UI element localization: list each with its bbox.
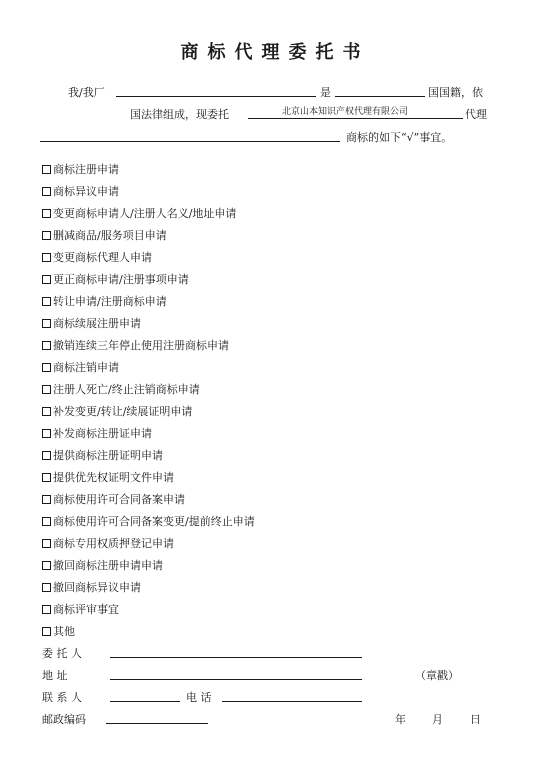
option-item[interactable]: 商标注销申请 (42, 359, 119, 375)
checkbox[interactable] (42, 297, 51, 306)
para-agent-label: 代理 (465, 108, 487, 121)
agent-blank (248, 118, 463, 119)
para-law-label: 国法律组成，现委托 (130, 108, 229, 121)
option-item[interactable]: 商标异议申请 (42, 183, 119, 199)
checkbox[interactable] (42, 583, 51, 592)
nationality-blank (335, 96, 425, 97)
address-field[interactable] (110, 679, 362, 680)
address-label: 地 址 (42, 669, 68, 682)
option-item[interactable]: 变更商标代理人申请 (42, 249, 152, 265)
checkbox[interactable] (42, 209, 51, 218)
contact-label: 联 系 人 (42, 691, 82, 704)
option-item[interactable]: 转让申请/注册商标申请 (42, 293, 167, 309)
option-item[interactable]: 撤销连续三年停止使用注册商标申请 (42, 337, 229, 353)
trademark-blank (40, 141, 340, 142)
checkbox[interactable] (42, 473, 51, 482)
checkbox[interactable] (42, 165, 51, 174)
para-matters-label: 商标的如下“√”事宜。 (346, 131, 453, 144)
checkbox[interactable] (42, 231, 51, 240)
checkbox[interactable] (42, 253, 51, 262)
option-item[interactable]: 变更商标申请人/注册人名义/地址申请 (42, 205, 236, 221)
option-item[interactable]: 商标使用许可合同备案变更/提前终止申请 (42, 513, 255, 529)
client-field[interactable] (110, 657, 362, 658)
checkbox[interactable] (42, 627, 51, 636)
option-item[interactable]: 商标注册申请 (42, 161, 119, 177)
client-name-blank (116, 96, 316, 97)
seal-label: （章戳） (415, 669, 459, 682)
option-item[interactable]: 商标评审事宜 (42, 601, 119, 617)
checkbox[interactable] (42, 539, 51, 548)
para-is-label: 是 (320, 86, 331, 99)
postcode-field[interactable] (106, 723, 208, 724)
checkbox[interactable] (42, 363, 51, 372)
checkbox[interactable] (42, 429, 51, 438)
agent-name: 北京山本知识产权代理有限公司 (282, 107, 409, 117)
option-item[interactable]: 补发商标注册证申请 (42, 425, 152, 441)
year-label: 年 (395, 713, 406, 726)
option-item[interactable]: 提供优先权证明文件申请 (42, 469, 174, 485)
checkbox[interactable] (42, 341, 51, 350)
checkbox[interactable] (42, 407, 51, 416)
checkbox[interactable] (42, 451, 51, 460)
option-item[interactable]: 提供商标注册证明申请 (42, 447, 163, 463)
option-item[interactable]: 撤回商标异议申请 (42, 579, 141, 595)
client-label: 委 托 人 (42, 647, 82, 660)
checkbox[interactable] (42, 605, 51, 614)
checkbox[interactable] (42, 561, 51, 570)
option-item[interactable]: 商标专用权质押登记申请 (42, 535, 174, 551)
option-item[interactable]: 删减商品/服务项目申请 (42, 227, 167, 243)
checkbox[interactable] (42, 385, 51, 394)
option-item[interactable]: 更正商标申请/注册事项申请 (42, 271, 189, 287)
option-item[interactable]: 注册人死亡/终止注销商标申请 (42, 381, 200, 397)
phone-field[interactable] (222, 701, 362, 702)
option-item[interactable]: 商标使用许可合同备案申请 (42, 491, 185, 507)
option-item[interactable]: 补发变更/转让/续展证明申请 (42, 403, 192, 419)
checkbox[interactable] (42, 187, 51, 196)
checkbox[interactable] (42, 319, 51, 328)
checkbox[interactable] (42, 495, 51, 504)
contact-field[interactable] (110, 701, 180, 702)
document-title: 商标代理委托书 (180, 42, 370, 63)
para-intro-label: 我/我厂 (68, 86, 105, 99)
option-item[interactable]: 商标续展注册申请 (42, 315, 141, 331)
day-label: 日 (470, 713, 481, 726)
phone-label: 电 话 (186, 691, 212, 704)
postcode-label: 邮政编码 (42, 713, 86, 726)
option-item[interactable]: 其他 (42, 623, 75, 639)
month-label: 月 (432, 713, 443, 726)
checkbox[interactable] (42, 517, 51, 526)
para-nationality-label: 国国籍，依 (428, 86, 483, 99)
checkbox[interactable] (42, 275, 51, 284)
option-item[interactable]: 撤回商标注册申请申请 (42, 557, 163, 573)
